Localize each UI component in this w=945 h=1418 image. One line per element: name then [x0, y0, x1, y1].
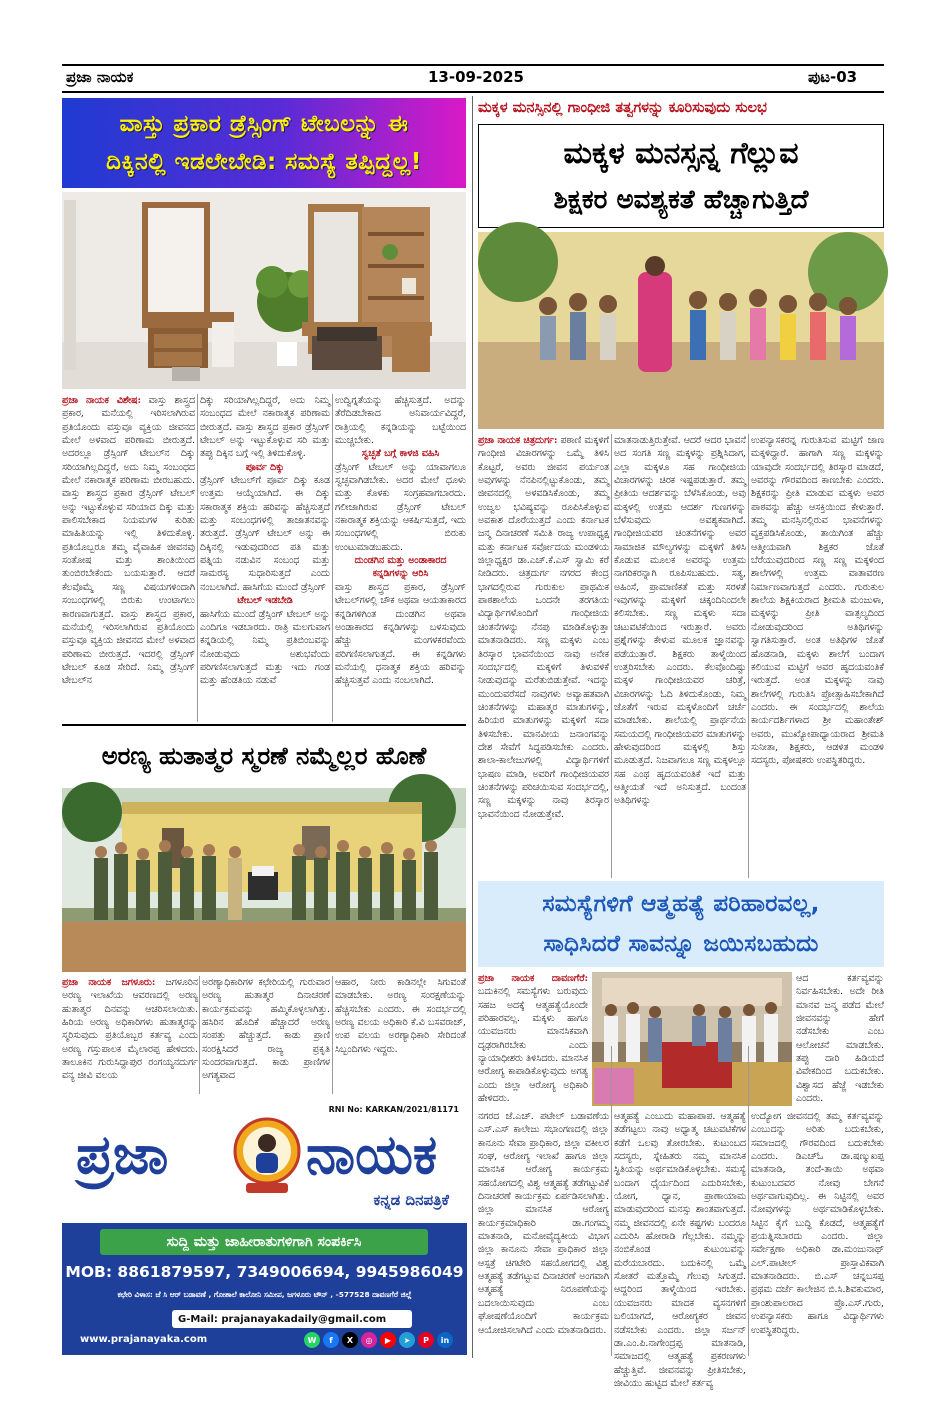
vastu-column-2	[200, 394, 330, 722]
vastu-headline-line-1: ವಾಸ್ತು ಪ್ರಕಾರ ಡ್ರೆಸ್ಸಿಂಗ್ ಟೇಬಲನ್ನು ಈ	[119, 111, 409, 137]
vastu-dressing-table-photo	[62, 192, 466, 389]
ad-contact-strip-text: ಸುದ್ದಿ ಮತ್ತು ಜಾಹೀರಾತುಗಳಿಗಾಗಿ ಸಂಪರ್ಕಿಸಿ	[166, 1234, 362, 1250]
samasye-event-photo	[592, 972, 792, 1106]
ad-portrait-emblem	[234, 1111, 300, 1195]
vastu-divider-1	[197, 394, 198, 722]
header-page-number: ಪುಟ-03	[808, 68, 858, 86]
samasye-column-3-top	[796, 972, 884, 1106]
vastu-column-3	[335, 394, 466, 722]
samasye-column-1	[478, 1110, 609, 1356]
ad-website: www.prajanayaka.com	[80, 1334, 208, 1345]
vastu-col2-text-b: ಡ್ರೆಸ್ಸಿಂಗ್ ಟೇಬಲ್‌ಗೆ ಪೂರ್ವ ದಿಕ್ಕು ಕೂಡ ಉತ್ತಮ ಆಯ್ಕೆಯಾಗಿದೆ. ಈ ದಿಕ್ಕು ಸಕಾರಾತ್ಮಕ ಶಕ್ತಿಯ ಹರಿವನ್ನು ಹೆಚ್ಚಿಸುತ್ತದೆ ಮತ್ತು ಸಂಬಂಧಗಳಲ್ಲಿ ತಾಜಾತನವನ್ನು ತರುತ್ತದೆ. ಡ್ರೆಸ್ಸಿಂಗ್ ಟೇಬಲ್ ಅನ್ನು ಈ ದಿಕ್ಕಿನಲ್ಲಿ ಇಡುವುದರಿಂದ ಪತಿ ಮತ್ತು ಪತ್ನಿಯ ನಡುವಿನ ಸಂಬಂಧ ಮತ್ತು ಸಾಮರಸ್ಯ ಸುಧಾರಿಸುತ್ತದೆ ಎಂದು ನಂಬಲಾಗಿದೆ. ಹಾಸಿಗೆಯ ಮುಂದೆ ಡ್ರೆಸ್ಸಿಂಗ್	[200, 475, 330, 593]
samasye-column-3	[751, 1110, 884, 1356]
facebook-icon: f	[323, 1332, 339, 1348]
instagram-icon: ◎	[361, 1332, 377, 1348]
vastu-col3-text-b: ಡ್ರೆಸ್ಸಿಂಗ್ ಟೇಬಲ್ ಅನ್ನು ಯಾವಾಗಲೂ ಸ್ವಚ್ಛವಾಗಿಡಬೇಕು. ಅದರ ಮೇಲೆ ಧೂಳು ಮತ್ತು ಕೊಳಕು ಸಂಗ್ರಹವಾಗಬಾರದು. ಗಲೀಜಾಗಿರುವ ಡ್ರೆಸ್ಸಿಂಗ್ ಟೇಬಲ್ ನಕಾರಾತ್ಮಕ ಶಕ್ತಿಯನ್ನು ಆಕರ್ಷಿಸುತ್ತದೆ, ಇದು ಸಂಬಂಧಗಳಲ್ಲಿ ಬಿರುಕು ಉಂಟುಮಾಡಬಹುದು.	[335, 461, 466, 553]
makkala-column-2	[614, 434, 746, 878]
aranya-col1-text: ಪ್ರಜಾ ನಾಯಕ ಜಗಳೂರು: ಜಗಳೂರಿನ ಅರಣ್ಯ ಇಲಾಖೆಯ ಆವರಣದಲ್ಲಿ ಅರಣ್ಯ ಹುತಾತ್ಮರ ದಿನವನ್ನು ಆಚರಿಸಲಾಯಿತು. ಹಿರಿಯ ಅರಣ್ಯ ಅಧಿಕಾರಿಗಳು ಹುತಾತ್ಮರನ್ನು ಸ್ಮರಿಸುವುದು ಪ್ರತಿಯೊಬ್ಬರ ಕರ್ತವ್ಯ ಎಂದು ಅರಣ್ಯ ಗಸ್ತುಪಾಲಕ ಮೈಲಾರಪ್ಪ ಹೇಳಿದರು. ತಾಲೂಕಿನ ಗುರುಸಿದ್ದಾಪುರ ರಂಗಯ್ಯನದುರ್ಗ ವನ್ಯ ಜೀವಿ ವಲಯ	[62, 977, 199, 1082]
page-center-divider	[472, 96, 473, 1358]
ad-office-address: ಕಛೇರಿ ವಿಳಾಸ: ಜೆ ಸಿ ಆರ್ ಬಡಾವಣೆ , ಗೋಶಾಲೆ ಕಾಲೋನಿ ಸಮೀಪ, ಜಗಳೂರು ಟೌನ್ , -577528 ದಾವಣಗೆರೆ ಜಿಲ್ಲೆ	[117, 1290, 412, 1299]
vastu-col2-text-c: ಹಾಸಿಗೆಯ ಮುಂದೆ ಡ್ರೆಸ್ಸಿಂಗ್ ಟೇಬಲ್ ಅನ್ನು ಎಂದಿಗೂ ಇಡಬಾರದು. ರಾತ್ರಿ ಮಲಗುವಾಗ ಕನ್ನಡಿಯಲ್ಲಿ ನಿಮ್ಮ ಪ್ರತಿಬಿಂಬವನ್ನು ನೋಡುವುದು ಅಶುಭವೆಂದು ಪರಿಗಣಿಸಲಾಗುತ್ತದೆ ಮತ್ತು ಇದು ಗಂಡ ಮತ್ತು ಹೆಂಡತಿಯ ನಡುವೆ	[200, 608, 330, 687]
makkala-headline-box	[478, 124, 884, 228]
vastu-headline-banner	[62, 98, 466, 188]
article-byline: ಪ್ರಜಾ ನಾಯಕ ವಿಶೇಷ:	[62, 395, 141, 406]
header-date: 13-09-2025	[428, 68, 524, 86]
ad-tagline: ಕನ್ನಡ ದಿನಪತ್ರಿಕೆ	[373, 1191, 449, 1209]
makkala-col2-text: ಮಾತನಾಡುತ್ತಿರುತ್ತೇವೆ. ಆದರೆ ಆದರ ಭಾವನೆ ಅದ ಸಂಗತಿ ಸಣ್ಣ ಮಕ್ಕಳನ್ನು ಪ್ರಶ್ನಿಸಿದಾಗ, ಎಲ್ಲಾ ಮಕ್ಕಳೂ ಸಹ ಗಾಂಧೀಜಿಯ ವಿಚಾರಗಳನ್ನು ಚಿರಕ ಇಷ್ಟಪಡುತ್ತಾರೆ. ತಮ್ಮ ಪ್ರೀತಿಯ ಆದರ್ಶವನ್ನು ಬೆಳೆಸಿಕೊಂಡು, ಅವು ಮಕ್ಕಳಲ್ಲಿ ಉತ್ತಮ ಆದರ್ಶ ಗುಣಗಳನ್ನು ಬೆಳೆಸುವುದು ಅವಶ್ಯಕವಾಗಿದೆ. ಗಾಂಧೀಜಿಯವರ ಚಿಂತನೆಗಳನ್ನು ಅವರ ಸಾಮಾಜಿಕ ಮೌಲ್ಯಗಳನ್ನು ಮಕ್ಕಳಿಗೆ ತಿಳಿಸಿ ಕೊಡುವ ಮೂಲಕ ಅವರನ್ನು ಉತ್ತಮ ನಾಗರಿಕರನ್ನಾಗಿ ರೂಪಿಸಬಹುದು. ಸತ್ಯ, ಅಹಿಂಸೆ, ಪ್ರಾಮಾಣಿಕತೆ ಮತ್ತು ಸರಳತೆ ಇವುಗಳನ್ನು ಮಕ್ಕಳಿಗೆ ಚಿಕ್ಕಂದಿನಿಂದಲೇ ಕಲಿಸಬೇಕು. ಸಣ್ಣ ಮಕ್ಕಳು ಸದಾ ಚಟುವಟಿಕೆಯಿಂದ ಇರುತ್ತಾರೆ. ಅವರು ಪ್ರಶ್ನೆಗಳನ್ನು ಕೇಳುವ ಮೂಲಕ ಜ್ಞಾನವನ್ನು ಪಡೆಯುತ್ತಾರೆ. ಶಿಕ್ಷಕರು ತಾಳ್ಮೆಯಿಂದ ಉತ್ತರಿಸಬೇಕು ಎಂದರು. ಕೆಲವೊಂದಿಷ್ಟು ಮಕ್ಕಳ ಗಾಂಧೀಜಿಯವರ ಚರಿತ್ರೆ, ವಿಚಾರಗಳನ್ನು ಓದಿ ತಿಳಿದುಕೊಂಡು, ನಿಮ್ಮ ಜೊತೆಗೆ ಇರುವ ಮಕ್ಕಳೊಂದಿಗೆ ಚರ್ಚೆ ಮಾಡಬೇಕು. ಶಾಲೆಯಲ್ಲಿ ಪ್ರಾರ್ಥನೆಯ ಸಮಯದಲ್ಲಿ ಗಾಂಧೀಜಿಯವರ ಮಾತುಗಳನ್ನು ಹೇಳುವುದರಿಂದ ಮಕ್ಕಳಲ್ಲಿ ಶಿಸ್ತು ಮೂಡುತ್ತದೆ. ನಿಜವಾಗಲೂ ಸಣ್ಣ ಮಕ್ಕಳಲ್ಲೂ ಸಹ ಎಂಥ ಹೃದಯವಂತಿಕೆ ಇದೆ ಮತ್ತು ಆತ್ಮೀಯತೆ ಇದೆ ಅನಿಸುತ್ತದೆ. ಬಂದಂತ ಅತಿಥಿಗಳನ್ನು	[614, 435, 746, 807]
makkala-headline-line-2: ಶಿಕ್ಷಕರ ಅವಶ್ಯಕತೆ ಹೆಚ್ಚಾಗುತ್ತಿದೆ	[553, 185, 809, 215]
ad-word-nayaka: ನಾಯಕ	[306, 1123, 438, 1186]
aranya-divider-1	[199, 976, 200, 1094]
vastu-bottom-rule	[62, 724, 466, 726]
prajanayaka-advertisement	[62, 1101, 467, 1355]
linkedin-icon: in	[437, 1332, 453, 1348]
samasye-col3-text: ಉದ್ಯೋಗ ಜೀವನದಲ್ಲಿ ತಮ್ಮ ಕರ್ತವ್ಯವನ್ನು ಎಂಬುದನ್ನು ಅರಿತು ಬದುಕಬೇಕು, ಸಮಾಜದಲ್ಲಿ ಗೌರವದಿಂದ ಬದುಕಬೇಕು ಎಂದರು. ಡಿಎಚ್‌ಓ ಡಾ.ಷಣ್ಮುಖಪ್ಪ ಮಾತನಾಡಿ, ತಂದೆ-ತಾಯಿ ಅಥವಾ ಕುಟುಂಬದವರ ನೋವು ಬೇಗನೆ ಅರ್ಥವಾಗುವುದಿಲ್ಲ. ಈ ನಿಟ್ಟಿನಲ್ಲಿ ಅವರ ನೋವುಗಳನ್ನು ಅರ್ಥಮಾಡಿಕೊಳ್ಳಬೇಕು. ಸಿಟ್ಟಿನ ಕೈಗೆ ಬುದ್ಧಿ ಕೊಡದೆ, ಆತ್ಮಹತ್ಯೆಗೆ ಪ್ರಯತ್ನಿಸಬಾರದು ಎಂದರು. ಜಿಲ್ಲಾ ಸರ್ವೇಕ್ಷಣಾ ಅಧಿಕಾರಿ ಡಾ.ಮಂಜುನಾಥ್ ಎಲ್.ಪಾಟೀಲ್ ಪ್ರಾಸ್ತಾವಿಕವಾಗಿ ಮಾತನಾಡಿದರು. ಬಿ.ಎಸ್ ಚನ್ನಬಸಪ್ಪ ಪ್ರಥಮ ದರ್ಜೆ ಕಾಲೇಜಿನ ಬಿ.ಸಿ.ಶಿವಕುಮಾರ, ಪ್ರಾಂಶುಪಾಲರಾದ ಪ್ರೊ.ಎಸ್.ಗುರು, ಉಪನ್ಯಾಸಕರು ಹಾಗೂ ವಿದ್ಯಾರ್ಥಿಗಳು ಉಪಸ್ಥಿತರಿದ್ದರು.	[751, 1111, 884, 1336]
ad-email	[172, 1310, 412, 1328]
whatsapp-icon: W	[304, 1332, 320, 1348]
samasye-divider-2	[748, 1046, 749, 1356]
vastu-subhead-mirror: ದುಂಡಗಿನ ಮತ್ತು ಅಂಡಾಕಾರದ ಕನ್ನಡಿಗಳನ್ನು ಆರಿಸಿ	[354, 555, 447, 580]
vastu-col2-text-a: ದಿಕ್ಕು ಸರಿಯಾಗಿಲ್ಲದಿದ್ದರೆ, ಅದು ನಿಮ್ಮ ಸಂಬಂಧದ ಮೇಲೆ ನಕಾರಾತ್ಮಕ ಪರಿಣಾಮ ಬೀರುತ್ತದೆ. ವಾಸ್ತು ಶಾಸ್ತ್ರದ ಪ್ರಕಾರ ಡ್ರೆಸ್ಸಿಂಗ್ ಟೇಬಲ್ ಅನ್ನು ಇಟ್ಟುಕೊಳ್ಳುವ ಸರಿ ಮತ್ತು ತಪ್ಪು ದಿಕ್ಕಿನ ಬಗ್ಗೆ ಇಲ್ಲಿ ತಿಳಿದುಕೊಳ್ಳಿ.	[200, 395, 330, 460]
aranya-headline: ಅರಣ್ಯ ಹುತಾತ್ಮರ ಸ್ಮರಣೆ ನಮ್ಮೆಲ್ಲರ ಹೊಣೆ	[101, 742, 427, 770]
makkala-column-3	[751, 434, 884, 878]
article-byline: ಪ್ರಜಾ ನಾಯಕ ಜಗಳೂರು:	[62, 977, 156, 988]
ad-social-icons	[304, 1332, 453, 1348]
makkala-headline-line-1: ಮಕ್ಕಳ ಮನಸ್ಸನ್ನ ಗೆಲ್ಲುವ	[563, 136, 799, 171]
aranya-col2-text: ಅರಣ್ಯಾಧಿಕಾರಿಗಳ ಕಛೇರಿಯಲ್ಲಿ ಗುರುವಾರ ಅರಣ್ಯ ಹುತಾತ್ಮರ ದಿನಾಚರಣೆ ಕಾರ್ಯಕ್ರಮವನ್ನು ಹಮ್ಮಿಕೊಳ್ಳಲಾಗಿತ್ತು. ಹಸಿರಿನ ಹೊದಿಕೆ ಹೆಚ್ಚಾದರೆ ಅರಣ್ಯ ಸಂಪತ್ತು ಹೆಚ್ಚುತ್ತದೆ. ಕಾಡು ಪ್ರಾಣಿ ಸಂರಕ್ಷಿಸಿದರೆ ರಾಜ್ಯ ಪ್ರಕೃತಿ ಸುಂದರವಾಗುತ್ತದೆ. ಕಾಡು ಪ್ರಾಣಿಗಳ ಅಗತ್ಯವಾದ	[202, 977, 330, 1082]
samasye-col1-top-text: ಪ್ರಜಾ ನಾಯಕ ದಾವಣಗೆರೆ: ಬದುಕಿನಲ್ಲಿ ಸಮಸ್ಯೆಗಳು ಬರುವುದು ಸಹಜ ಅದಕ್ಕೆ ಆತ್ಮಹತ್ಯೆಯೊಂದೇ ಪರಿಹಾರವಲ್ಲ. ಮಕ್ಕಳು ಹಾಗೂ ಯುವಜನರು ಮಾನಸಿಕವಾಗಿ ದೃಢರಾಗಿರಬೇಕು ಎಂದು ನ್ಯಾಯಾಧೀಶರು ತಿಳಿಸಿದರು. ಮಾನಸಿಕ ಆರೋಗ್ಯ ಕಾಪಾಡಿಕೊಳ್ಳುವುದು ಅಗತ್ಯ ಎಂದು ಜಿಲ್ಲಾ ಆರೋಗ್ಯ ಅಧಿಕಾರಿ ಹೇಳಿದರು.	[478, 973, 588, 1105]
ad-mobile-numbers: MOB: 8861879597, 7349006694, 9945986049	[65, 1263, 464, 1281]
ad-contact-strip	[100, 1229, 428, 1255]
samasye-column-1-top	[478, 972, 588, 1106]
header-bottom-rule	[62, 91, 884, 93]
ad-masthead	[62, 1101, 467, 1223]
x-icon: X	[342, 1332, 358, 1348]
aranya-col3-text: ಆಹಾರ, ನೀರು ಕಾಡಿನಲ್ಲೇ ಸಿಗುವಂತೆ ಮಾಡಬೇಕು. ಅರಣ್ಯ ಸಂರಕ್ಷಣೆಯನ್ನು ಹೆಚ್ಚಿಸಬೇಕು ಎಂದರು. ಈ ಸಂದರ್ಭದಲ್ಲಿ ಅರಣ್ಯ ವಲಯ ಅಧಿಕಾರಿ ಕೆ.ವಿ ಬಸವರಾಜ್, ಉಪ ವಲಯ ಅರಣ್ಯಾಧಿಕಾರಿ ಸೇರಿದಂತೆ ಸಿಬ್ಬಂದಿಗಳು ಇದ್ದರು.	[335, 977, 466, 1055]
samasye-col1-text: ನಗರದ ಜೆ.ಎಚ್. ಪಟೇಲ್ ಬಡಾವಣೆಯ ಎಸ್.ಎಸ್ ಕಾಲೇಜು ಸಭಾಂಗಣದಲ್ಲಿ ಜಿಲ್ಲಾ ಕಾನೂನು ಸೇವಾ ಪ್ರಾಧಿಕಾರ, ಜಿಲ್ಲಾ ವಕೀಲರ ಸಂಘ, ಆರೋಗ್ಯ ಇಲಾಖೆ ಹಾಗೂ ಜಿಲ್ಲಾ ಮಾನಸಿಕ ಆರೋಗ್ಯ ಕಾರ್ಯಕ್ರಮ ಸಹಯೋಗದಲ್ಲಿ ವಿಶ್ವ ಆತ್ಮಹತ್ಯೆ ತಡೆಗಟ್ಟುವಿಕೆ ದಿನಾಚರಣೆ ಕಾರ್ಯಕ್ರಮ ಏರ್ಪಡಿಸಲಾಗಿತ್ತು. ಜಿಲ್ಲಾ ಮಾನಸಿಕ ಆರೋಗ್ಯ ಕಾರ್ಯಕ್ರಮಾಧಿಕಾರಿ ಡಾ.ಗಂಗಮ್ಮ ಮಾತನಾಡಿ, ಮನೋವೈದ್ಯಕೀಯ ವಿಭಾಗ ಜಿಲ್ಲಾ ಕಾನೂನು ಸೇವಾ ಪ್ರಾಧಿಕಾರ ಜಿಲ್ಲಾ ಆಸ್ಪತ್ರೆ ಚಿಗಟೇರಿ ಸಹಯೋಗದಲ್ಲಿ ವಿಶ್ವ ಆತ್ಮಹತ್ಯೆ ತಡೆಗಟ್ಟುವ ದಿನಾಚರಣೆ ಅಂಗವಾಗಿ ಆತ್ಮಹತ್ಯೆ ನಿರೂಪಣೆಯನ್ನು ಬದಲಾಯಿಸುವುದು ಎಂಬ ಘೋಷಣೆಯೊಂದಿಗೆ ಕಾರ್ಯಕ್ರಮ ಆಯೋಜಿಸಲಾಗಿದೆ ಎಂದು ಮಾತನಾಡಿದರು.	[478, 1111, 609, 1336]
vastu-col3-text-c: ವಾಸ್ತು ಶಾಸ್ತ್ರದ ಪ್ರಕಾರ, ಡ್ರೆಸ್ಸಿಂಗ್ ಟೇಬಲ್‌ಗಳಲ್ಲಿ ಚೌಕ ಅಥವಾ ಆಯತಾಕಾರದ ಕನ್ನಡಿಗಳಿಗಿಂತ ದುಂಡಗಿನ ಅಥವಾ ಅಂಡಾಕಾರದ ಕನ್ನಡಿಗಳನ್ನು ಬಳಸುವುದು ಹೆಚ್ಚು ಮಂಗಳಕರವೆಂದು ಪರಿಗಣಿಸಲಾಗುತ್ತದೆ. ಈ ಕನ್ನಡಿಗಳು ಮನೆಯಲ್ಲಿ ಧನಾತ್ಮಕ ಶಕ್ತಿಯ ಹರಿವನ್ನು ಹೆಚ್ಚಿಸುತ್ತವೆ ಎಂದು ನಂಬಲಾಗಿದೆ.	[335, 581, 466, 687]
vastu-divider-2	[332, 394, 333, 722]
vastu-col1-text: ಪ್ರಜಾ ನಾಯಕ ವಿಶೇಷ: ವಾಸ್ತು ಶಾಸ್ತ್ರದ ಪ್ರಕಾರ, ಮನೆಯಲ್ಲಿ ಇರಿಸಲಾಗಿರುವ ಪ್ರತಿಯೊಂದು ವಸ್ತುವೂ ವ್ಯಕ್ತಿಯ ಜೀವನದ ಮೇಲೆ ಅಳವಾದ ಪರಿಣಾಮ ಬೀರುತ್ತದೆ. ಅದರಲ್ಲೂ ಡ್ರೆಸ್ಸಿಂಗ್ ಟೇಬಲ್‌ನ ದಿಕ್ಕು ಸರಿಯಾಗಿಲ್ಲದಿದ್ದರೆ, ಅದು ನಿಮ್ಮ ಸಂಬಂಧದ ಮೇಲೆ ನಕಾರಾತ್ಮಕ ಪರಿಣಾಮ ಬೀರಬಹುದು. ವಾಸ್ತು ಶಾಸ್ತ್ರದ ಪ್ರಕಾರ ಡ್ರೆಸ್ಸಿಂಗ್ ಟೇಬಲ್ ಅನ್ನು ಇಟ್ಟುಕೊಳ್ಳುವ ಸರಿಯಾದ ದಿಕ್ಕು ಮತ್ತು ಪಾಲಿಸಬೇಕಾದ ನಿಯಮಗಳ ಕುರಿತು ಮಾಹಿತಿಯನ್ನು ಇಲ್ಲಿ ತಿಳಿದುಕೊಳ್ಳಿ. ಪ್ರತಿಯೊಬ್ಬರೂ ತಮ್ಮ ವೈವಾಹಿಕ ಜೀವನವು ಸಂತೋಷ ಮತ್ತು ಶಾಂತಿಯಿಂದ ತುಂಬಿರಬೇಕೆಂದು ಬಯಸುತ್ತಾರೆ. ಆದರೆ ಕೆಲವೊಮ್ಮೆ ಸಣ್ಣ ವಿಷಯಗಳಿಂದಾಗಿ ಸಂಬಂಧಗಳಲ್ಲಿ ಬಿರುಕು ಉಂಟಾಗಲು ಕಾರಣವಾಗುತ್ತದೆ. ವಾಸ್ತು ಶಾಸ್ತ್ರದ ಪ್ರಕಾರ, ಮನೆಯಲ್ಲಿ ಇರಿಸಲಾಗಿರುವ ಪ್ರತಿಯೊಂದು ವಸ್ತುವೂ ವ್ಯಕ್ತಿಯ ಜೀವನದ ಮೇಲೆ ಅಳವಾದ ಪರಿಣಾಮ ಬೀರುತ್ತದೆ. ಇದರಲ್ಲಿ ಡ್ರೆಸ್ಸಿಂಗ್ ಟೇಬಲ್ ಕೂಡ ಸೇರಿದೆ. ನಿಮ್ಮ ಡ್ರೆಸ್ಸಿಂಗ್ ಟೇಬಲ್‌ನ	[62, 395, 196, 687]
samasye-col2-text: ಆತ್ಮಹತ್ಯೆ ಎಂಬುದು ಮಹಾಪಾಪ. ಆತ್ಮಹತ್ಯೆ ತಡೆಗಟ್ಟಲು ನಾವು ಅಧ್ಯಾತ್ಮ ಚಟುವಟಿಕೆಗಳ ಕಡೆಗೆ ಒಲವು ತೋರಬೇಕು. ಕುಟುಂಬದ ಸದಸ್ಯರು, ಸ್ನೇಹಿತರು ನಮ್ಮ ಮಾನಸಿಕ ಸ್ಥಿತಿಯನ್ನು ಅರ್ಥಮಾಡಿಕೊಳ್ಳಬೇಕು. ಸಮಸ್ಯೆ ಬಂದಾಗ ಧೈರ್ಯದಿಂದ ಎದುರಿಸಬೇಕು, ಯೋಗ, ಧ್ಯಾನ, ಪ್ರಾಣಾಯಾಮ ಮಾಡುವುದರಿಂದ ಮನಸ್ಸು ಶಾಂತವಾಗುತ್ತದೆ. ನಮ್ಮ ಜೀವನದಲ್ಲಿ ಏನೇ ಕಷ್ಟಗಳು ಬಂದರೂ ಎದುರಿಸಿ ಹೋರಾಡಿ ಗೆಲ್ಲಬೇಕು. ನಮ್ಮನ್ನು ನಂಬಿಕೊಂಡ ಕುಟುಂಬವನ್ನು ಮರೆಯಬಾರದು. ಬದುಕಿನಲ್ಲಿ ಒಮ್ಮೆ ಸೋತರೆ ಮತ್ತೊಮ್ಮೆ ಗೆಲುವು ಸಿಗುತ್ತದೆ. ಆದ್ದರಿಂದ ತಾಳ್ಮೆಯಿಂದ ಇರಬೇಕು. ಯುವಜನರು ಮಾದಕ ವ್ಯಸನಗಳಿಗೆ ಬಲಿಯಾಗದೆ, ಆರೋಗ್ಯಕರ ಜೀವನ ನಡೆಸಬೇಕು ಎಂದರು. ಜಿಲ್ಲಾ ಸರ್ಜನ್ ಡಾ.ಎಂ.ಪಿ.ನಾಗೇಂದ್ರಪ್ಪ ಮಾತನಾಡಿ, ಸಮಾಜದಲ್ಲಿ ಆತ್ಮಹತ್ಯೆ ಪ್ರಕರಣಗಳು ಹೆಚ್ಚುತ್ತಿವೆ. ಜೀವನವನ್ನು ಪ್ರೀತಿಸಬೇಕು, ಜೀವಿಯು ಹುಟ್ಟಿದ ಮೇಲೆ ಕರ್ತವ್ಯ	[614, 1111, 746, 1389]
samasye-headline-line-2: ಸಾಧಿಸಿದರೆ ಸಾವನ್ನೂ ಜಯಿಸಬಹುದು	[543, 931, 819, 957]
article-byline: ಪ್ರಜಾ ನಾಯಕ ಚಿತ್ರದುರ್ಗ:	[478, 435, 558, 446]
vastu-subhead-clean: ಸ್ವಚ್ಛತೆ ಬಗ್ಗೆ ಕಾಳಜಿ ವಹಿಸಿ	[361, 448, 440, 460]
vastu-subhead-east: ಪೂರ್ವ ದಿಕ್ಕು	[245, 461, 285, 473]
samasye-col3-top-text: ಆದ ಕರ್ತವ್ಯವನ್ನು ನಿರ್ವಹಿಸಬೇಕು. ಅದೇ ರೀತಿ ಮಾನವ ಜನ್ಮ ಪಡೆದ ಮೇಲೆ ಜೀವನವನ್ನು ಹೇಗೆ ನಡೆಸಬೇಕು ಎಂಬ ಆಲೋಚನೆ ಮಾಡಬೇಕು. ತಪ್ಪು ದಾರಿ ಹಿಡಿಯದೆ ವಿವೇಕದಿಂದ ಬದುಕಬೇಕು. ವಿಶ್ವಾಸದ ಹೆಜ್ಜೆ ಇಡಬೇಕು ಎಂದರು.	[796, 973, 884, 1105]
vastu-headline-line-2: ದಿಕ್ಕಿನಲ್ಲಿ ಇಡಲೇಬೇಡಿ: ಸಮಸ್ಯೆ ತಪ್ಪಿದ್ದಲ್ಲ!	[106, 149, 422, 175]
samasye-column-2	[614, 1110, 746, 1389]
aranya-column-3	[335, 976, 466, 1094]
pinterest-icon: P	[418, 1332, 434, 1348]
article-byline: ಪ್ರಜಾ ನಾಯಕ ದಾವಣಗೆರೆ:	[478, 973, 588, 984]
aranya-group-photo	[62, 788, 466, 972]
makkala-children-photo	[478, 232, 884, 429]
ad-rni-number: RNI No: KARKAN/2021/81171	[328, 1105, 459, 1114]
vastu-column-1	[62, 394, 195, 722]
vastu-col3-text-a: ಉದ್ವಿಗ್ನತೆಯನ್ನು ಹೆಚ್ಚಿಸುತ್ತದೆ. ಅದನ್ನು ತೆರೆದಿಡಬೇಕಾದ ಅನಿವಾರ್ಯವಿದ್ದರೆ, ರಾತ್ರಿಯಲ್ಲಿ ಕನ್ನಡಿಯನ್ನು ಬಟ್ಟೆಯಿಂದ ಮುಚ್ಚಬೇಕು.	[335, 395, 466, 447]
aranya-divider-2	[332, 976, 333, 1094]
youtube-icon: ▶	[380, 1332, 396, 1348]
ad-email-text: G-Mail: prajanayakadaily@gmail.com	[178, 1313, 387, 1325]
aranya-column-2	[202, 976, 330, 1094]
samasye-headline-line-1: ಸಮಸ್ಯೆಗಳಿಗೆ ಆತ್ಮಹತ್ಯೆ ಪರಿಹಾರವಲ್ಲ,	[542, 891, 820, 917]
ad-word-praja: ಪ್ರಜಾ	[76, 1123, 169, 1186]
makkala-column-1	[478, 434, 609, 878]
header-paper-name: ಪ್ರಜಾ ನಾಯಕ	[66, 68, 134, 86]
telegram-icon: ➤	[399, 1332, 415, 1348]
makkala-col1-text: ಪ್ರಜಾ ನಾಯಕ ಚಿತ್ರದುರ್ಗ: ಪಠಾಣಿ ಮಕ್ಕಳಿಗೆ ಗಾಂಧೀಜಿ ವಿಚಾರಗಳನ್ನು ಒಮ್ಮೆ ತಿಳಿಸಿ ಕೊಟ್ಟರೆ, ಅವರು ಜೀವನ ಪರ್ಯಂತ ಅವುಗಳನ್ನು ನೆನಪಿನಲ್ಲಿಟ್ಟುಕೊಂಡು, ತಮ್ಮ ಜೀವನದಲ್ಲಿ ಅಳವಡಿಸಿಕೊಂಡು, ತಮ್ಮ ಉಜ್ವಲ ಭವಿಷ್ಯವನ್ನು ರೂಪಿಸಿಕೊಳ್ಳುವ ಅವಕಾಶ ದೊರೆಯುತ್ತದೆ ಎಂದು ಕರ್ನಾಟಕ ಜನ್ಮ ದಿನಾಚರಣೆ ಸಮಿತಿ ರಾಜ್ಯ ಉಪಾಧ್ಯಕ್ಷ ಮತ್ತು ಕರ್ನಾಟಕ ಸರ್ವೋದಯ ಮಂಡಳಿಯ ಜಿಲ್ಲಾಧ್ಯಕ್ಷರ ಡಾ.ಎಚ್.ಕೆ.ಎಸ್ ಸ್ವಾಮಿ ಕರೆ ನೀಡಿದರು. ಚಿತ್ರದುರ್ಗ ನಗರದ ಕೇಂದ್ರ ಭಾಗದಲ್ಲಿರುವ ಗುರುಕುಲ ಪ್ರಾಥಮಿಕ ಪಾಠಶಾಲೆಯ ಒಂದನೇ ತರಗತಿಯ ವಿದ್ಯಾರ್ಥಿಗಳೊಂದಿಗೆ ಗಾಂಧೀಜಿಯ ಚಿಂತನೆಗಳನ್ನು ನೆನಪು ಮಾಡಿಕೊಳ್ಳುತ್ತಾ ಮಾತನಾಡಿದರು. ಸಣ್ಣ ಮಕ್ಕಳು ಎಂಬ ತಿರಸ್ಕಾರ ಭಾವನೆಯಿಂದ ನಾವು ಅನೇಕ ಸಂದರ್ಭದಲ್ಲಿ ಮಕ್ಕಳಿಗೆ ತಿಳುವಳಿಕೆ ನೀಡುವುದನ್ನು ಮರೆತುಬಿಡುತ್ತೇವೆ. ಇದನ್ನು ಮುಂದುವರೆಸದೆ ನಾವುಗಳು ಅವ್ಯಾಹತವಾಗಿ ಚಿಂತನೆಗಳನ್ನು ಮಹಾತ್ಮರ ಮಾತುಗಳನ್ನು, ಹಿರಿಯರ ಮಾತುಗಳನ್ನು ಮಕ್ಕಳಿಗೆ ಸದಾ ತಿಳಿಸಬೇಕು. ಮಾನವೀಯ ಜನಾಂಗವನ್ನು ದೇಶ ಸೇವೆಗೆ ಸಿದ್ಧಪಡಿಸಬೇಕು ಎಂದರು. ಶಾಲಾ-ಕಾಲೇಜುಗಳಲ್ಲಿ ವಿದ್ಯಾರ್ಥಿಗಳಿಗೆ ಭಾಷಣ ಮಾಡಿ, ಅವರಿಗೆ ಗಾಂಧೀಜಿಯವರ ಚಿಂತನೆಗಳನ್ನು ಪರಿಚಯಿಸುವ ಸಂದರ್ಭದಲ್ಲಿ, ಸಣ್ಣ ಮಕ್ಕಳನ್ನು ನಾವು ತಿರಸ್ಕಾರ ಭಾವನೆಯಿಂದ ನೋಡುತ್ತೇವೆ.	[478, 435, 609, 820]
makkala-col3-text: ಉಪನ್ಯಾಸಕರನ್ನ ಗುರುತಿಸುವ ಮಟ್ಟಿಗೆ ಜಾಣ ಮಕ್ಕಳಿದ್ದಾರೆ. ಹಾಗಾಗಿ ಸಣ್ಣ ಮಕ್ಕಳನ್ನು ಯಾವುದೇ ಸಂದರ್ಭದಲ್ಲಿ ತಿರಸ್ಕಾರ ಮಾಡದೆ, ಅವರನ್ನು ಗೌರವದಿಂದ ಕಾಣಬೇಕು ಎಂದರು. ಶಿಕ್ಷಕರನ್ನು ಪ್ರೀತಿ ಮಾಡುವ ಮಕ್ಕಳು ಅವರ ಪಾಠವನ್ನು ಹೆಚ್ಚು ಆಸಕ್ತಿಯಿಂದ ಕೇಳುತ್ತಾರೆ. ತಮ್ಮ ಮನಸ್ಸಿನಲ್ಲಿರುವ ಭಾವನೆಗಳನ್ನು ವ್ಯಕ್ತಪಡಿಸಿಕೊಂಡು, ತಾಯಿಗಿಂತ ಹೆಚ್ಚು ಆತ್ಮೀಯವಾಗಿ ಶಿಕ್ಷಕರ ಜೊತೆ ಬೆರೆಯುವುದರಿಂದ ಸಣ್ಣ ಸಣ್ಣ ಮಕ್ಕಳಿಂದ ಶಾಲೆಗಳಲ್ಲಿ ಉತ್ತಮ ವಾತಾವರಣ ನಿರ್ಮಾಣವಾಗುತ್ತದೆ ಎಂದರು. ಗುರುಕುಲ ಶಾಲೆಯ ಶಿಕ್ಷಕಿಯರಾದ ಶ್ರೀಮತಿ ಮಂಜುಳಾ, ಮಕ್ಕಳನ್ನು ಪ್ರೀತಿ ವಾತ್ಸಲ್ಯದಿಂದ ನೋಡುವುದರಿಂದ ಅತಿಥಿಗಳನ್ನು ಸ್ವಾಗತಿಸುತ್ತಾರೆ. ಅಂತ ಅತಿಥಿಗಳ ಜೊತೆ ಹೊಡನಾಡಿ, ಮಕ್ಕಳು ಶಾಲೆಗೆ ಬಂದಾಗ ಕಲಿಯುವ ಮಟ್ಟಿಗೆ ಅವರ ಹೃದಯವಂತಿಕೆ ಇರುತ್ತದೆ. ಅಂತ ಮಕ್ಕಳನ್ನು ನಾವು ಶಾಲೆಗಳಲ್ಲಿ ಗುರುತಿಸಿ ಪ್ರೋತ್ಸಾಹಿಸಬೇಕಾಗಿದೆ ಎಂದರು. ಈ ಸಂದರ್ಭದಲ್ಲಿ ಶಾಲೆಯ ಕಾರ್ಯದರ್ಶಿಗಳಾದ ಶ್ರೀ ಮಹಾಂತೇಶ್ ಅವರು, ಮುಖ್ಯೋಪಾಧ್ಯಾಯರಾದ ಶ್ರೀಮತಿ ಸುನೀತಾ, ಶಿಕ್ಷಕರು, ಆಡಳಿತ ಮಂಡಳಿ ಸದಸ್ಯರು, ಪೋಷಕರು ಉಪಸ್ಥಿತರಿದ್ದರು.	[751, 435, 884, 767]
makkala-kicker: ಮಕ್ಕಳ ಮನಸ್ಸಿನಲ್ಲಿ ಗಾಂಧೀಜಿ ತತ್ವಗಳನ್ನು ಕೂರಿಸುವುದು ಸುಲಭ	[478, 100, 767, 116]
makkala-divider-2	[748, 434, 749, 878]
samasye-headline-box	[478, 881, 884, 967]
vastu-subhead-bed: ಟೇಬಲ್ ಇಡಬೇಡಿ	[237, 595, 293, 607]
makkala-divider-1	[611, 434, 612, 878]
aranya-column-1	[62, 976, 198, 1094]
header-top-rule	[62, 64, 884, 66]
aranya-headline-box	[62, 728, 466, 784]
samasye-divider-1	[611, 1046, 612, 1356]
